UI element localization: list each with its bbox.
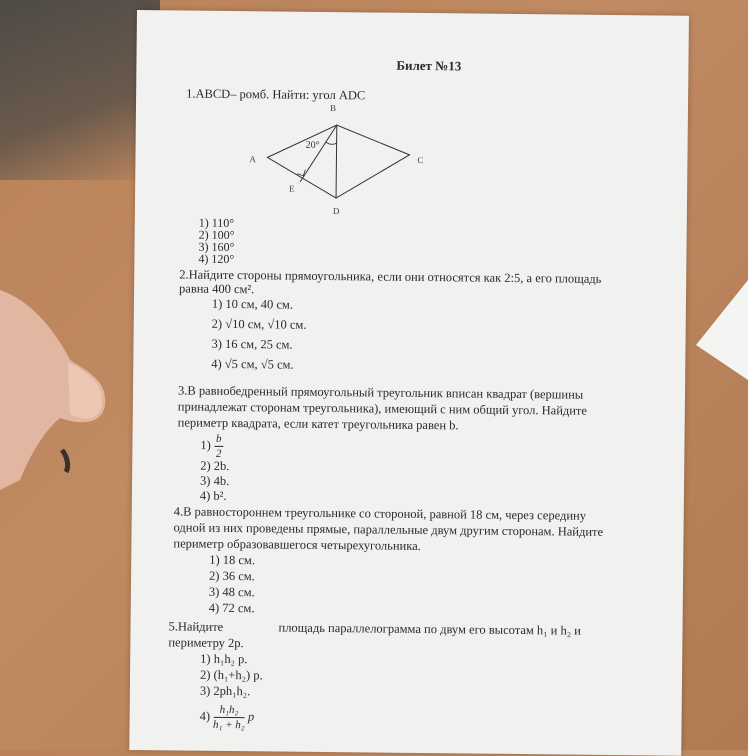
rhombus-figure: [245, 99, 446, 226]
q1-option-3: 3) 160°: [198, 239, 235, 255]
label-angle: 20°: [305, 139, 320, 151]
q1-option-1: 1) 110°: [198, 215, 235, 231]
question-2-line-2: равна 400 см².: [179, 281, 255, 297]
q3-option-2: 2) 2b.: [200, 458, 230, 473]
question-5-line-1b: площадь параллелограмма по двум его высотам h₁ и h₂ и: [278, 620, 581, 638]
q5-option-3: 3) 2ph₁h₂.: [199, 683, 251, 699]
label-e: E: [289, 183, 295, 194]
question-1-text: 1.ABCD– ромб. Найти: угол ADC: [186, 86, 366, 103]
q4-option-2: 2) 36 см.: [209, 568, 255, 584]
q2-option-3: 3) 16 см, 25 см.: [211, 336, 293, 352]
q5-option-1: 1) h₁h₂ p.: [200, 651, 248, 667]
question-5-line-1a: 5.Найдите: [168, 619, 224, 634]
q5-option-4-denominator: h₁ + h₂: [213, 718, 245, 732]
q5-option-4: [199, 703, 254, 733]
q3-option-1-fraction: [214, 432, 224, 461]
q4-option-3: 3) 48 см.: [208, 584, 255, 600]
question-3-line-3: периметр квадрата, если катет треугольника равен b.: [177, 415, 459, 433]
label-c: C: [417, 154, 424, 166]
q3-option-3: 3) 4b.: [200, 473, 230, 488]
q3-option-1-numerator: b: [214, 432, 224, 447]
q5-option-4-fraction: [213, 703, 245, 732]
q2-option-4: 4) √5 см, √5 см.: [211, 356, 294, 372]
angle-arc: [326, 142, 337, 144]
q2-option-2: 2) √10 см, √10 см.: [211, 316, 307, 332]
question-4-line-3: периметр образовавшегося четырехугольника.: [173, 536, 421, 554]
q1-option-4: 4) 120°: [198, 251, 235, 267]
question-3-line-1: 3.В равнобедренный прямоугольный треугольник вписан квадрат (вершины: [177, 383, 584, 402]
label-d: D: [332, 206, 340, 217]
q5-option-4-prefix: 4): [199, 709, 211, 724]
q3-option-1-denominator: 2: [215, 447, 222, 460]
q2-option-1: 1) 10 см, 40 см.: [211, 296, 294, 312]
q3-option-4: 4) b².: [199, 488, 227, 503]
background-paper-corner: [696, 280, 748, 380]
q5-option-4-suffix: p: [247, 709, 255, 724]
q5-option-2: 2) (h₁+h₂) p.: [199, 667, 263, 683]
question-4-line-1: 4.В равностороннем треугольнике со стороной, равной 18 см, через середину: [173, 504, 587, 523]
q5-option-4-numerator: h₁h₂: [213, 703, 245, 718]
question-3-line-2: принадлежат сторонам треугольника), имеющий с ним общий угол. Найдите: [177, 399, 588, 418]
diagonal-bd: [336, 125, 337, 198]
q1-option-2: 2) 100°: [198, 227, 235, 243]
label-a: A: [249, 154, 256, 165]
hand-thumb: [0, 290, 110, 490]
ticket-title: Билет №13: [396, 57, 462, 74]
q4-option-1: 1) 18 см.: [209, 552, 256, 568]
question-5-line-2: периметру 2p.: [168, 635, 244, 651]
label-b: B: [329, 103, 337, 114]
q3-option-1: [200, 432, 223, 461]
question-2-line-1: 2.Найдите стороны прямоугольника, если они относятся как 2:5, а его площадь: [179, 267, 602, 286]
q4-option-4: 4) 72 см.: [208, 600, 255, 616]
ticket-sheet: [129, 10, 689, 756]
q3-option-1-prefix: 1): [200, 438, 211, 453]
question-4-line-2: одной из них проведены прямые, параллельные двум другим сторонам. Найдите: [173, 520, 604, 539]
